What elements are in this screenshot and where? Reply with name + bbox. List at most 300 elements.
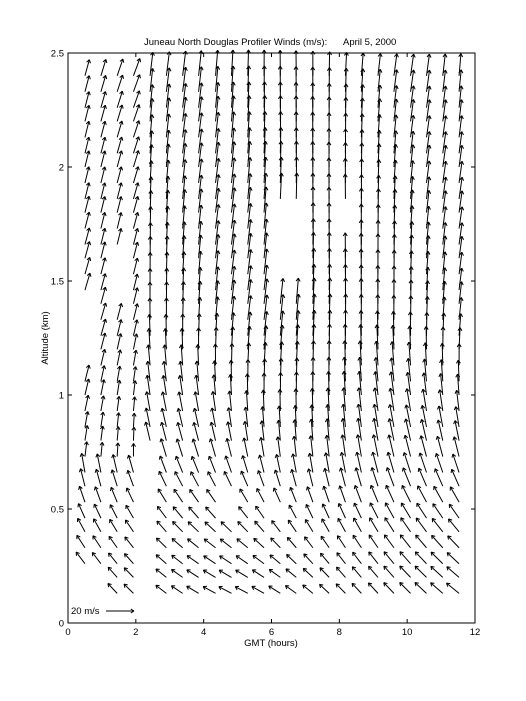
wind-vector <box>401 518 411 532</box>
wind-vector <box>307 469 313 486</box>
wind-vector <box>94 504 101 518</box>
wind-vector <box>108 584 117 594</box>
wind-vector <box>338 503 345 518</box>
wind-vector <box>133 367 137 382</box>
wind-vector <box>448 536 459 548</box>
wind-vector <box>94 487 100 502</box>
wind-vector <box>273 488 280 502</box>
wind-vector <box>174 489 183 502</box>
wind-vector <box>370 518 378 532</box>
wind-vector <box>401 503 410 518</box>
wind-vector <box>418 468 426 486</box>
wind-vector <box>209 439 215 457</box>
wind-vector <box>92 553 101 564</box>
wind-vector <box>236 556 248 564</box>
wind-vector <box>328 52 332 76</box>
wind-vector <box>173 521 183 531</box>
wind-vector <box>132 397 136 411</box>
wind-vector <box>416 535 427 548</box>
wind-vector <box>133 288 138 304</box>
wind-vector <box>447 583 460 593</box>
wind-vector <box>101 242 106 258</box>
wind-vector <box>116 443 120 457</box>
wind-vector <box>78 504 85 519</box>
wind-vector <box>85 365 90 381</box>
wind-vector <box>124 568 133 578</box>
wind-vector <box>339 468 345 486</box>
wind-vector <box>77 535 85 547</box>
wind-vector <box>408 326 412 350</box>
wind-vector <box>322 519 329 532</box>
wind-vector <box>133 121 139 138</box>
wind-vector <box>256 506 264 518</box>
y-tick-label: 2 <box>58 162 64 174</box>
wind-vector <box>337 553 346 564</box>
wind-vector <box>101 167 106 183</box>
wind-vector <box>320 568 329 578</box>
wind-vector <box>434 486 443 502</box>
wind-vector <box>133 105 140 122</box>
wind-vector <box>203 570 215 577</box>
wind-vector <box>353 552 362 563</box>
wind-vector <box>85 425 89 440</box>
wind-vector <box>241 471 248 486</box>
wind-vector <box>176 439 183 457</box>
y-axis-ticks <box>51 49 475 630</box>
wind-vector <box>286 569 296 577</box>
wind-vector <box>85 60 90 76</box>
wind-vector <box>156 538 166 548</box>
wind-vector <box>278 50 282 76</box>
wind-vector <box>370 485 378 502</box>
wind-vector <box>159 471 167 486</box>
wind-vector <box>291 469 297 486</box>
wind-vector <box>288 520 296 532</box>
wind-vector <box>417 503 427 518</box>
wind-vector <box>93 536 101 548</box>
wind-vector <box>324 468 330 486</box>
wind-vector <box>402 468 410 486</box>
wind-vector <box>238 522 248 532</box>
wind-vector <box>272 521 281 532</box>
wind-vector <box>173 507 182 518</box>
wind-vector <box>101 212 106 228</box>
wind-vector <box>343 233 347 258</box>
wind-vector <box>386 485 394 502</box>
wind-vector <box>431 583 443 594</box>
wind-vector <box>432 518 443 531</box>
wind-vector <box>101 366 106 382</box>
wind-vector <box>117 319 122 335</box>
wind-vector <box>219 586 232 593</box>
wind-vector <box>205 522 216 532</box>
wind-vector <box>242 455 248 472</box>
wind-vector <box>447 553 459 564</box>
wind-vector <box>415 552 426 564</box>
wind-vector <box>171 586 182 594</box>
wind-vector <box>262 50 266 76</box>
wind-vector <box>133 334 137 350</box>
wind-vector <box>400 582 411 593</box>
wind-vector <box>435 469 443 487</box>
wind-vector <box>117 212 122 228</box>
wind-vector <box>204 539 215 548</box>
wind-vector <box>204 556 216 564</box>
wind-vector <box>157 506 166 518</box>
wind-vector <box>85 379 90 395</box>
wind-vector <box>110 487 117 502</box>
wind-vector <box>132 427 136 440</box>
wind-vector <box>437 406 442 427</box>
wind-vector <box>384 566 394 577</box>
wind-vector <box>354 503 362 518</box>
wind-vector <box>415 583 427 594</box>
wind-vector <box>175 456 182 472</box>
wind-vector <box>126 505 134 518</box>
x-tick-label: 0 <box>65 627 71 638</box>
wind-vector <box>100 442 104 456</box>
wind-vector <box>353 518 361 532</box>
wind-vector <box>337 536 345 548</box>
wind-vector <box>307 487 313 502</box>
wind-vector <box>305 537 313 548</box>
wind-vector <box>287 554 297 563</box>
wind-vector <box>85 411 89 426</box>
plot-frame <box>68 53 475 623</box>
wind-vector <box>447 567 459 578</box>
wind-vector <box>194 392 199 411</box>
wind-vector <box>101 396 105 411</box>
wind-vector <box>192 439 198 457</box>
wind-vector <box>109 536 117 547</box>
wind-vector <box>101 303 107 320</box>
wind-vector <box>95 469 101 486</box>
wind-vector <box>101 75 107 91</box>
wind-vector <box>126 488 133 502</box>
wind-vector <box>294 51 298 76</box>
wind-vector <box>240 489 248 502</box>
x-axis-label: GMT (hours) <box>244 638 298 649</box>
wind-vector <box>384 552 394 564</box>
wind-vector <box>220 539 231 548</box>
wind-vector <box>133 320 138 336</box>
wind-vector <box>109 553 118 564</box>
wind-vector <box>101 151 106 167</box>
wind-vector <box>336 567 345 577</box>
wind-vector <box>117 151 123 167</box>
wind-vector <box>269 586 281 593</box>
wind-vector <box>162 361 166 381</box>
wind-vector <box>110 505 117 518</box>
wind-vector <box>369 566 378 577</box>
wind-vector <box>117 196 122 212</box>
wind-vector <box>417 486 426 502</box>
wind-vector <box>339 486 346 502</box>
x-tick-label: 6 <box>268 627 275 638</box>
wind-vector <box>178 392 183 411</box>
wind-vector <box>320 553 329 563</box>
wind-vector <box>172 538 183 547</box>
wind-vector <box>77 518 85 531</box>
wind-vector <box>259 437 264 456</box>
wind-vector <box>187 570 199 578</box>
wind-vector <box>85 121 90 137</box>
wind-vector <box>320 584 330 593</box>
wind-vector <box>285 586 296 594</box>
wind-vector <box>110 519 118 531</box>
wind-vector <box>133 151 139 167</box>
wind-vector <box>449 504 459 518</box>
x-tick-label: 4 <box>201 627 207 638</box>
wind-vector <box>191 472 199 487</box>
wind-vector <box>287 537 296 547</box>
wind-vector <box>303 568 313 577</box>
wind-vector <box>101 121 106 137</box>
wind-vector <box>117 366 121 381</box>
wind-vector <box>270 555 280 564</box>
wind-vector <box>117 105 123 121</box>
wind-vector <box>125 520 133 532</box>
wind-vector <box>415 566 426 577</box>
x-tick-label: 2 <box>133 627 139 638</box>
wind-vector <box>188 522 198 532</box>
wind-vector <box>85 273 91 290</box>
wind-vector <box>208 456 215 472</box>
wind-vector <box>101 196 106 212</box>
wind-vector <box>117 75 123 92</box>
y-tick-label: 1 <box>58 390 64 402</box>
wind-vector <box>385 518 394 532</box>
wind-vector <box>133 196 139 212</box>
wind-vector <box>385 503 394 518</box>
reference-vector <box>106 609 134 613</box>
wind-vector <box>117 59 124 76</box>
wind-vector <box>239 507 248 519</box>
wind-vector <box>431 552 443 564</box>
wind-vector <box>255 521 264 532</box>
wind-vector <box>289 505 296 518</box>
wind-vector <box>237 539 248 548</box>
wind-vector <box>85 257 91 274</box>
wind-vector <box>221 522 231 532</box>
wind-vector <box>133 58 140 75</box>
y-tick-label: 0.5 <box>50 504 64 516</box>
wind-vector <box>352 567 361 578</box>
wind-vector <box>258 471 265 487</box>
wind-vector <box>124 554 133 564</box>
wind-vector <box>84 442 88 457</box>
wind-vector <box>306 504 313 518</box>
wind-vector <box>79 486 85 502</box>
wind-vector <box>226 438 232 456</box>
wind-vector <box>160 439 166 457</box>
wind-vector <box>124 584 133 593</box>
wind-vector <box>117 333 122 349</box>
wind-vector <box>85 105 90 121</box>
x-tick-label: 10 <box>401 627 413 638</box>
wind-vector <box>252 586 264 593</box>
wind-vector <box>253 555 264 563</box>
wind-vector <box>275 454 280 472</box>
wind-vector <box>117 228 122 244</box>
wind-vector <box>354 485 361 502</box>
y-axis-label: Altitude (km) <box>40 311 51 365</box>
wind-vector <box>220 556 232 564</box>
wind-vector <box>243 438 248 457</box>
wind-vector <box>76 552 85 564</box>
wind-vector <box>93 519 100 532</box>
wind-vector <box>85 151 90 167</box>
wind-vector <box>384 535 394 548</box>
wind-vector <box>254 538 264 547</box>
wind-vector <box>133 242 138 258</box>
wind-vector <box>219 570 231 577</box>
wind-vector <box>258 455 264 473</box>
wind-vector <box>384 583 394 594</box>
wind-vector <box>453 437 459 457</box>
wind-vector <box>257 488 264 502</box>
wind-vector <box>207 489 216 502</box>
wind-vector <box>296 325 300 350</box>
wind-vector <box>252 570 264 578</box>
wind-vector <box>156 569 166 577</box>
wind-vector <box>369 552 378 564</box>
wind-vector <box>274 470 280 486</box>
wind-vector <box>117 121 123 137</box>
wind-vector <box>369 535 378 548</box>
wind-vector <box>85 212 90 228</box>
chart-date: April 5, 2000 <box>343 37 397 48</box>
wind-vector <box>400 552 411 564</box>
wind-vector <box>172 555 183 563</box>
wind-vector <box>187 556 199 564</box>
wind-vector <box>117 167 122 183</box>
wind-vector <box>321 536 329 548</box>
wind-vector <box>208 472 216 487</box>
x-axis-ticks <box>65 53 480 638</box>
reference-vector-arrow <box>106 609 134 613</box>
wind-vector <box>133 212 138 228</box>
wind-vector <box>269 569 280 577</box>
wind-vector <box>133 381 137 395</box>
y-tick-label: 2.5 <box>50 48 64 60</box>
wind-vector <box>158 489 166 502</box>
wind-vectors <box>76 50 464 593</box>
wind-vector <box>175 472 183 487</box>
wind-vector <box>132 443 136 456</box>
wind-vector <box>116 427 120 441</box>
wind-vector <box>117 396 121 411</box>
wind-vector <box>454 407 459 427</box>
wind-vector <box>116 413 120 427</box>
wind-vector <box>189 507 199 518</box>
wind-vector <box>191 456 198 472</box>
wind-vector <box>117 303 122 319</box>
wind-vector <box>322 504 329 518</box>
wind-vector <box>101 412 105 427</box>
wind-vector <box>101 287 107 304</box>
wind-vector <box>101 59 107 75</box>
wind-vector <box>235 586 248 593</box>
wind-vector <box>336 584 345 594</box>
wind-vector <box>290 487 297 502</box>
wind-vector <box>101 380 105 395</box>
wind-vector <box>117 350 121 366</box>
wind-vector <box>132 413 136 427</box>
x-tick-label: 8 <box>336 627 342 638</box>
wind-vector <box>206 507 216 518</box>
wind-vector <box>436 436 443 456</box>
wind-vector <box>125 537 134 548</box>
reference-vector-label: 20 m/s <box>71 606 100 617</box>
wind-vector <box>276 437 280 457</box>
wind-vector <box>431 566 443 577</box>
wind-vector <box>450 487 459 502</box>
wind-vector <box>171 569 182 577</box>
wind-vector <box>370 503 378 518</box>
wind-vector <box>368 583 378 593</box>
wind-vector <box>304 554 313 564</box>
wind-vector <box>85 395 90 411</box>
wind-vector <box>133 167 139 183</box>
y-tick-label: 1.5 <box>50 276 64 288</box>
wind-vector <box>213 361 217 382</box>
wind-vector <box>425 296 429 319</box>
wind-vector <box>85 167 90 183</box>
wind-vector <box>101 258 106 274</box>
wind-vector <box>236 570 248 577</box>
wind-vector <box>85 76 90 92</box>
chart-title: Juneau North Douglas Profiler Winds (m/s): <box>144 37 328 48</box>
wind-vector <box>451 469 459 486</box>
wind-vector <box>338 518 346 531</box>
wind-vector <box>352 583 361 593</box>
wind-vector <box>303 585 313 593</box>
wind-vector <box>305 519 313 531</box>
wind-vector <box>79 469 85 487</box>
wind-vector <box>101 333 106 349</box>
wind-vector <box>85 196 90 212</box>
y-tick-label: 0 <box>58 618 64 630</box>
wind-vector <box>159 456 166 473</box>
wind-vector <box>133 258 138 274</box>
wind-vector <box>432 535 443 547</box>
wind-vector <box>391 325 395 349</box>
wind-vector <box>100 426 104 441</box>
wind-vector <box>400 535 410 548</box>
wind-vector <box>402 485 411 502</box>
wind-vector <box>101 349 106 365</box>
wind-vector <box>449 519 460 532</box>
wind-vector <box>323 486 329 502</box>
wind-vector <box>187 586 199 593</box>
wind-vector <box>271 538 281 548</box>
wind-vector <box>133 75 140 92</box>
wind-vector <box>148 314 152 335</box>
wind-vector <box>203 586 215 593</box>
x-tick-label: 12 <box>469 627 481 638</box>
wind-vector <box>190 489 199 502</box>
wind-vector <box>442 313 446 336</box>
wind-vector <box>127 455 133 472</box>
wind-vector <box>156 585 167 593</box>
wind-vector <box>400 566 411 577</box>
wind-vector <box>127 470 134 486</box>
wind-vector <box>279 173 283 199</box>
wind-vector <box>456 360 460 381</box>
wind-vector <box>157 521 166 532</box>
wind-vector <box>188 539 199 548</box>
